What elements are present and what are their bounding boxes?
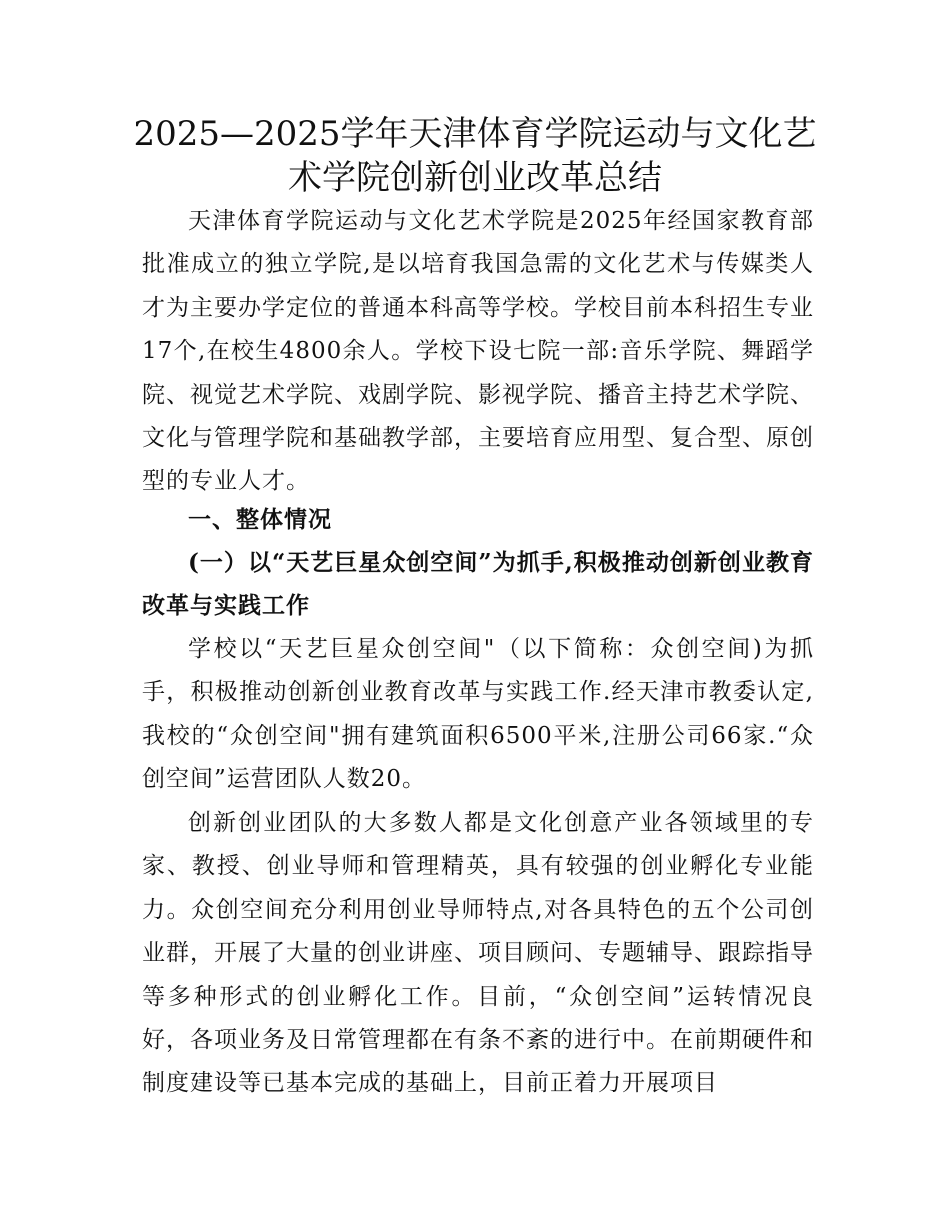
paragraph-team: 创新创业团队的大多数人都是文化创意产业各领域里的专家、教授、创业导师和管理精英，具有较强的创业孵化专业能力。众创空间充分利用创业导师特点,对各具特色的五个公司创业群，开展了大量的创业讲座、项目顾问、专题辅导、跟踪指导等多种形式的创业孵化工作。目前，“众创空间”运转情况良好，各项业务及日常管理都在有条不紊的进行中。在前期硬件和制度建设等已基本完成的基础上，目前正着力开展项目 [142, 810, 814, 1097]
document-title: 2025—2025学年天津体育学院运动与文化艺术学院创新创业改革总结 [133, 114, 817, 198]
paragraph-makerspace: 学校以“天艺巨星众创空间"（以下简称：众创空间)为抓手，积极推动创新创业教育改革与实践工作.经天津市教委认定,我校的“众创空间"拥有建筑面积6500平米,注册公司66家.“众创空间”运营团队人数20。 [142, 636, 814, 793]
subsection-heading: (一）以“天艺巨星众创空间”为抓手,积极推动创新创业教育改革与实践工作 [142, 549, 814, 620]
paragraph-intro: 天津体育学院运动与文化艺术学院是2025年经国家教育部批准成立的独立学院,是以培育我国急需的文化艺术与传媒类人才为主要办学定位的普通本科高等学校。学校目前本科招生专业17个,在校生4800余人。学校下设七院一部:音乐学院、舞蹈学院、视觉艺术学院、戏剧学院、影视学院、播音主持艺术学院、文化与管理学院和基础教学部，主要培育应用型、复合型、原创型的专业人才。 [142, 208, 814, 495]
section-heading: 一、整体情况 [188, 506, 332, 533]
